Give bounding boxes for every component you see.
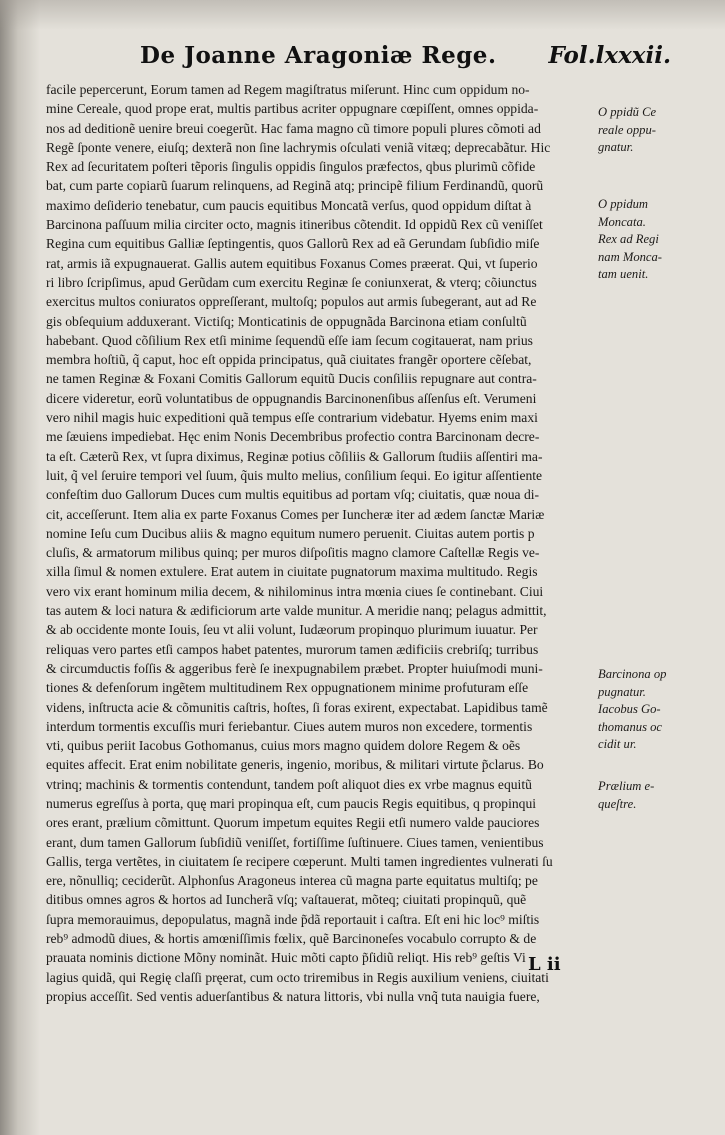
text-line: Regina cum equitibus Galliæ ſeptingentis, quos Gallorũ Rex ad eã Gerundam ſubſidio miſe: [46, 236, 540, 252]
text-line: vero vix erant hominum milia decem, & nihilominus intra mœnia ciues ſe continebant. Ciui: [46, 583, 544, 599]
margin-note-barcinona: [598, 666, 718, 754]
text-line: membra hoſtiũ, q̃ caput, hoc eſt oppida principatus, quã ciuitates frangẽr oportere cẽſebat,: [46, 352, 532, 368]
text-line: prauata nominis dictione Mõny nominãt. Huic mõti capto p̃ſidiũ reliqt. His reb⁹ geſtis Vi: [46, 950, 526, 966]
text-line: cit, acceſſerunt. Item alia ex parte Foxanus Comes per Iuncheræ iter ad ædem ſanctæ Mariæ: [46, 506, 545, 522]
margin-note-line: tam uenit.: [598, 267, 649, 281]
text-line: Barcinona paſſuum milia circiter octo, magnis itineribus cõtendit. Id oppidũ Rex cũ veniſſet: [46, 217, 543, 233]
margin-note-line: reale oppu-: [598, 122, 656, 137]
text-line: vti, quibus periit Iacobus Gothomanus, cuius mors magno quidem dolore Regem & oẽs: [46, 738, 521, 754]
signature-mark: L ii: [528, 954, 561, 975]
margin-note-line: thomanus oc: [598, 719, 663, 734]
running-title: De Joanne Aragoniæ Rege.: [140, 42, 497, 69]
text-line: videns, inſtructa acie & cõmunitis caſtris, hoſtes, ſi foras exirent, expectabat. Lapidibus tamẽ: [46, 699, 548, 715]
text-line: ta eſt. Cæterũ Rex, vt ſupra diximus, Reginæ potius cõſiliis & Gallorum ſtudiis aſſentiri ma-: [46, 448, 543, 464]
margin-note-line: O ppidum: [598, 197, 649, 211]
text-line: lagius quidã, qui Regię claſſi pręerat, cum octo triremibus in Regis auxilium veniens, ciuitati: [46, 969, 549, 985]
text-line: mine Cereale, quod prope erat, multis partibus acriter oppugnare cœpiſſent, omnes oppida-: [46, 101, 539, 117]
text-line: numerus egreſſus à porta, quę mari propinqua eſt, cum paucis Regis equitibus, q propinqui: [46, 795, 537, 811]
margin-note-line: O ppidũ Ce: [598, 105, 657, 119]
margin-note-line: queſtre.: [598, 796, 637, 811]
text-line: equites affecit. Erat enim nobilitate generis, ingenio, moribus, & militari virtute p̃clarus. Bo: [46, 757, 544, 773]
text-line: facile pepercerunt, Eorum tamen ad Regem magiſtratus miſerunt. Hinc cum oppidum no-: [46, 82, 530, 97]
margin-note-line: pugnatur.: [598, 684, 646, 699]
text-line: bat, cum parte copiarũ ſuarum relinquens, ad Reginã atq; principẽ filium Ferdinandũ, quorũ: [46, 178, 544, 194]
text-line: habebant. Quod cõſilium Rex etſi minime ſequendũ eſſe iam ſecum cogitauerat, nam prius: [46, 332, 533, 348]
text-line: maximo deſiderio tenebatur, cum paucis equitibus Moncatã verſus, quod oppidum diſtat à: [46, 197, 532, 213]
margin-note-line: Moncata.: [598, 214, 646, 229]
text-line: gis obſequium adduxerant. Victiſq; Monticatinis de oppugnãda Barcinona etiam conſultũ: [46, 313, 527, 329]
text-line: Regẽ ſponte venere, eiuſq; dexterã non ſine lachrymis oſculati veniã vitæq; deprecabãtur. Hic: [46, 139, 551, 155]
folio-number: Fol.lxxxii.: [548, 42, 671, 69]
text-line: ne tamen Reginæ & Foxani Comitis Gallorum equitũ Ducis conſiliis repugnare aut contra-: [46, 371, 537, 387]
text-line: luit, q̃ vel ſeruire tempori vel ſuum, q̃uis multo melius, conſilium ſequi. Eo igitur aſſentiente: [46, 467, 543, 483]
text-line: vtrinq; machinis & tormentis contendunt, tandem poſt aliquot dies ex vrbe magnus equitũ: [46, 776, 532, 792]
text-line: nomine Ieſu cum Ducibus aliis & magno equitum numero peruenit. Ciuitas autem portis p: [46, 525, 535, 541]
text-line: interdum tormentis excuſſis muri feriebantur. Ciues autem muros non excedere, tormentis: [46, 718, 533, 734]
text-line: ditibus omnes agros & hortos ad Iuncherã vſq; vaſtauerat, mõteq; ciuitati propinquũ, quẽ: [46, 892, 527, 908]
margin-note-line: Prælium e-: [598, 779, 655, 793]
text-line: xilla ſimul & nomen extulere. Erat autem in ciuitate pugnatorum maxima multitudo. Regis: [46, 564, 538, 580]
text-line: exercitus multos coniuratos oppreſſerant, multoſq; populos aut armis ſubegerant, aut ad Re: [46, 294, 537, 310]
text-line: confeſtim duo Gallorum Duces cum multis equitibus ad portam vſq; ciuitatis, quæ noua di-: [46, 487, 540, 503]
text-line: me ſæuiens impediebat. Hęc enim Nonis Decembribus profectio contra Barcinonam decre-: [46, 429, 540, 445]
text-line: ere, nõnulliq; ceciderũt. Alphonſus Aragoneus interea cũ magna parte equitatus multiſq; pe: [46, 873, 538, 889]
text-line: & ab occidente monte Iouis, ſeu vt alii volunt, Iudæorum propinquo plurimum iuuatur. Per: [46, 622, 538, 638]
text-line: dicere videretur, eorũ voluntatibus de oppugnandis Barcinonenſibus aſſenſus eſt. Verumeni: [46, 390, 537, 406]
text-line: rat, armis iã expugnauerat. Gallis autem equitibus Foxanus Comes præerat. Qui, vt ſuperio: [46, 255, 538, 271]
text-line: reliquas vero partes etſi campos habet patentes, murorum tamen ædificiis crebriſq; turribus: [46, 641, 539, 657]
margin-note-line: cidit ur.: [598, 737, 637, 751]
text-line: reb⁹ admodũ diues, & hortis amœniſſimis fœlix, quẽ Barcinoneſes vocabulo corrupto & de: [46, 931, 537, 947]
margin-note-praelium: [598, 778, 718, 813]
margin-note-line: Barcinona op: [598, 667, 667, 681]
text-line: tas autem & loci natura & ædificiorum arte valde munitur. A meridie nanq; pelagus admittit,: [46, 603, 547, 619]
margin-note-line: Rex ad Regi: [598, 232, 659, 246]
margin-note-line: gnatur.: [598, 140, 634, 154]
text-line: tiones & defenſorum ingẽtem multitudinem Rex oppugnationem minime profuturam eſſe: [46, 680, 529, 696]
text-line: propius acceſſit. Sed ventis aduerſantibus & natura littoris, vbi nulla vnq̃ tuta nauigia fuere,: [46, 988, 540, 1004]
text-line: ri libro ſcripſimus, apud Gerũdam cum exercitu Reginæ ſe coniunxerat, & vterq; cõiunctus: [46, 274, 537, 290]
text-line: cluſis, & armatorum milibus quinq; per muros diſpoſitis magno clamore Caſtellæ Regis ve-: [46, 545, 540, 561]
margin-note-line: Iacobus Go-: [598, 702, 661, 716]
text-line: vero nihil magis huic expeditioni quã tempus eſſe contrarium videbatur. Hyems enim maxi: [46, 410, 538, 426]
margin-note-cereale: [598, 104, 718, 157]
text-line: ores erant, prælium cõmittunt. Quorum impetum equites Regii etſi numero valde pauciores: [46, 815, 540, 831]
text-line: ſupra memorauimus, depopulatus, magnã inde p̃dã reportauit i caſtra. Eſt eni hic loc⁹ miſtis: [46, 911, 540, 927]
text-line: Rex ad ſecuritatem poſteri tẽporis ſingulis oppidis ſingulos præfectos, qbus plurimũ cõfide: [46, 159, 536, 175]
margin-note-line: nam Monca-: [598, 249, 663, 264]
text-line: erant, dum tamen Gallorum ſubſidiũ veniſſet, fortiſſime ſuſtinuere. Ciues tamen, venientibus: [46, 834, 544, 850]
main-text-column: [46, 80, 591, 1006]
text-line: Gallis, terga vertẽtes, in ciuitatem ſe recipere cœperunt. Multi tamen ingredientes vulnerati ſu: [46, 853, 553, 869]
text-line: & circumductis foſſis & aggeribus ferè ſe inexpugnabilem præbet. Propter huiuſmodi muni-: [46, 660, 543, 676]
margin-note-moncata: [598, 196, 718, 284]
text-line: nos ad deditionẽ uenire breui coegerũt. Hac fama magno cũ timore populi plures cõmoti ad: [46, 120, 541, 136]
